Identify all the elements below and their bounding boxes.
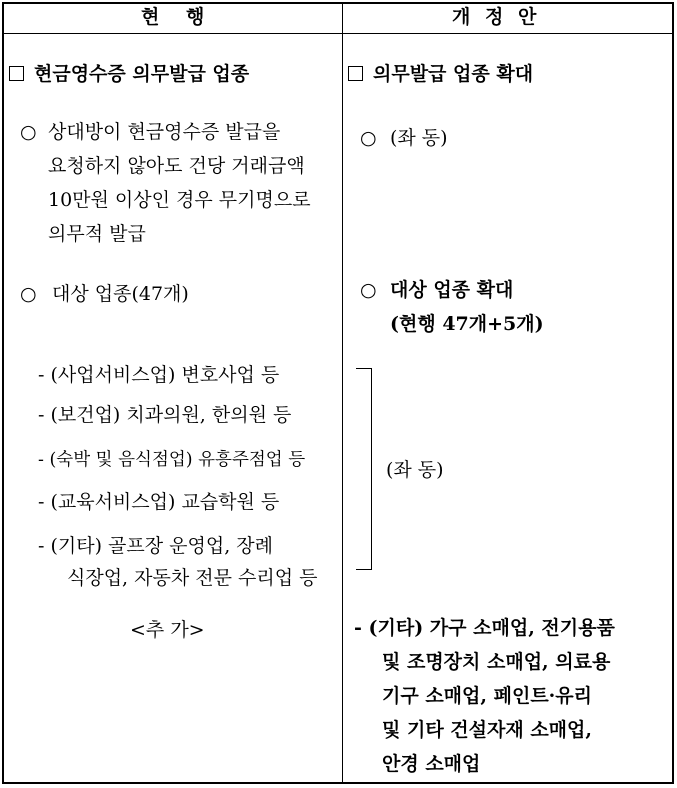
left-item2-text: 대상 업종(47개) [52,283,189,305]
right-addition-line: 및 기타 건설자재 소매업, [382,719,592,741]
left-sub-item: - (숙박 및 음식점업) 유흥주점업 등 [38,450,306,470]
right-item2-line2: (현행 47개+5개) [390,313,544,335]
left-section-title: 현금영수증 의무발급 업종 [9,62,249,86]
right-item2-bullet: ○ [360,279,377,301]
left-item2-bullet: ○ [20,283,37,305]
left-addition: <추 가> [130,619,205,641]
left-sub-item: - (교육서비스업) 교습학원 등 [38,491,280,513]
right-addition-line: 안경 소매업 [382,753,481,775]
right-addition-line: 기구 소매업, 페인트·유리 [382,685,592,707]
right-item2-line1: 대상 업종 확대 [390,279,514,301]
left-sub-item: - (기타) 골프장 운영업, 장례 [38,535,273,557]
checkbox-square-icon [9,66,24,81]
left-sub-item-continuation: 식장업, 자동차 전문 수리업 등 [67,567,318,589]
right-bracket [356,368,372,570]
right-item1-bullet: ○ [360,127,377,149]
left-sub-item: - (사업서비스업) 변호사업 등 [38,364,280,386]
left-item1-bullet: ○ [20,121,37,143]
right-addition-line: - (기타) 가구 소매업, 전기용품 [354,617,615,639]
header-proposed: 개 정 안 [452,6,541,28]
header-current: 현 행 [141,6,215,28]
right-addition-line: 및 조명장치 소매업, 의료용 [382,651,611,673]
left-sub-item: - (보건업) 치과의원, 한의원 등 [38,404,292,426]
left-item1-line: 의무적 발급 [48,223,146,245]
left-item1-line: 상대방이 현금영수증 발급을 [48,121,281,143]
column-divider [342,2,343,784]
right-item1-text: (좌 동) [390,127,448,149]
left-item1-line: 10만원 이상인 경우 무기명으로 [48,189,311,211]
left-item1-line: 요청하지 않아도 건당 거래금액 [48,155,305,177]
header-divider [2,33,674,34]
right-section-title: 의무발급 업종 확대 [348,62,533,86]
checkbox-square-icon [348,66,363,81]
right-bracket-text: (좌 동) [386,459,444,481]
